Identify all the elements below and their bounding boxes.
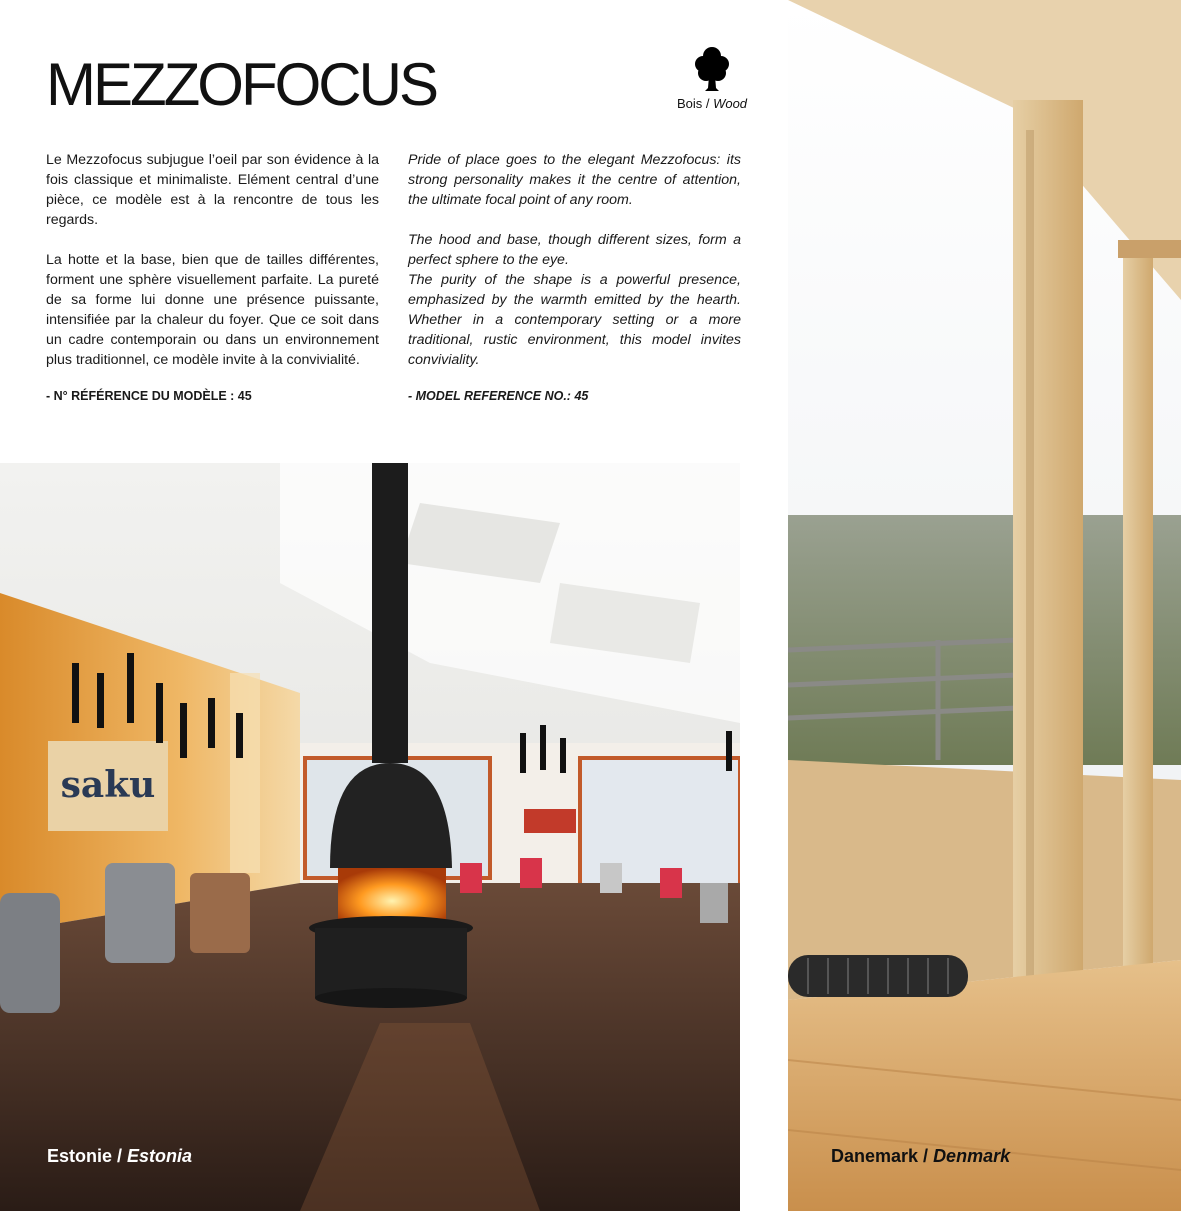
french-text-column: [46, 150, 379, 426]
estonia-caption-en: Estonia: [127, 1146, 193, 1166]
saku-sign: saku: [60, 764, 156, 806]
french-model-reference: - N° RÉFÉRENCE DU MODÈLE : 45: [46, 389, 252, 403]
english-model-reference: - MODEL REFERENCE NO.: 45: [408, 389, 589, 403]
french-paragraph-1: Le Mezzofocus subjugue l’oeil par son évidence à la fois classique et minimaliste. Elément central d’une pièce, ce modèle est à la rencontre de tous les regards.: [46, 152, 379, 228]
denmark-caption-fr: Danemark: [831, 1146, 919, 1166]
english-paragraph-1: Pride of place goes to the elegant Mezzofocus: its strong personality makes it the centre of attention, the ultimate focal point of any room.: [408, 152, 741, 208]
page-title: MEZZOFOCUS: [46, 51, 436, 118]
material-label: [670, 96, 754, 111]
english-text-column: [408, 150, 741, 426]
material-badge: [670, 44, 754, 111]
material-label-fr: Bois: [676, 96, 703, 111]
estonia-caption-separator: /: [112, 1146, 128, 1166]
tree-icon: [692, 44, 732, 92]
estonia-caption-fr: Estonie: [47, 1146, 113, 1166]
estonia-caption: [47, 1146, 192, 1167]
denmark-caption-en: Denmark: [933, 1146, 1011, 1166]
english-paragraph-2: The hood and base, though different sizes, form a perfect sphere to the eye. The purity of the shape is a powerful presence, emphasized by the warmth emitted by the hearth. Whether in a contemporary setting or a more traditional, rustic environment, this model invites conviviality.: [408, 232, 741, 368]
denmark-caption-separator: /: [918, 1146, 934, 1166]
material-label-en: Wood: [713, 96, 748, 111]
french-paragraph-2: La hotte et la base, bien que de tailles différentes, forment une sphère visuellement parfaite. La pureté de sa forme lui donne une présence puissante, intensifiée par la chaleur du foyer. Que ce soit dans un cadre contemporain ou dans un environnement plus traditionnel, ce modèle invite à la convivialité.: [46, 252, 379, 368]
material-separator: /: [702, 96, 714, 111]
denmark-window-photo: [788, 0, 1181, 1211]
estonia-interior-photo: [0, 463, 740, 1211]
denmark-caption: [831, 1146, 1010, 1167]
